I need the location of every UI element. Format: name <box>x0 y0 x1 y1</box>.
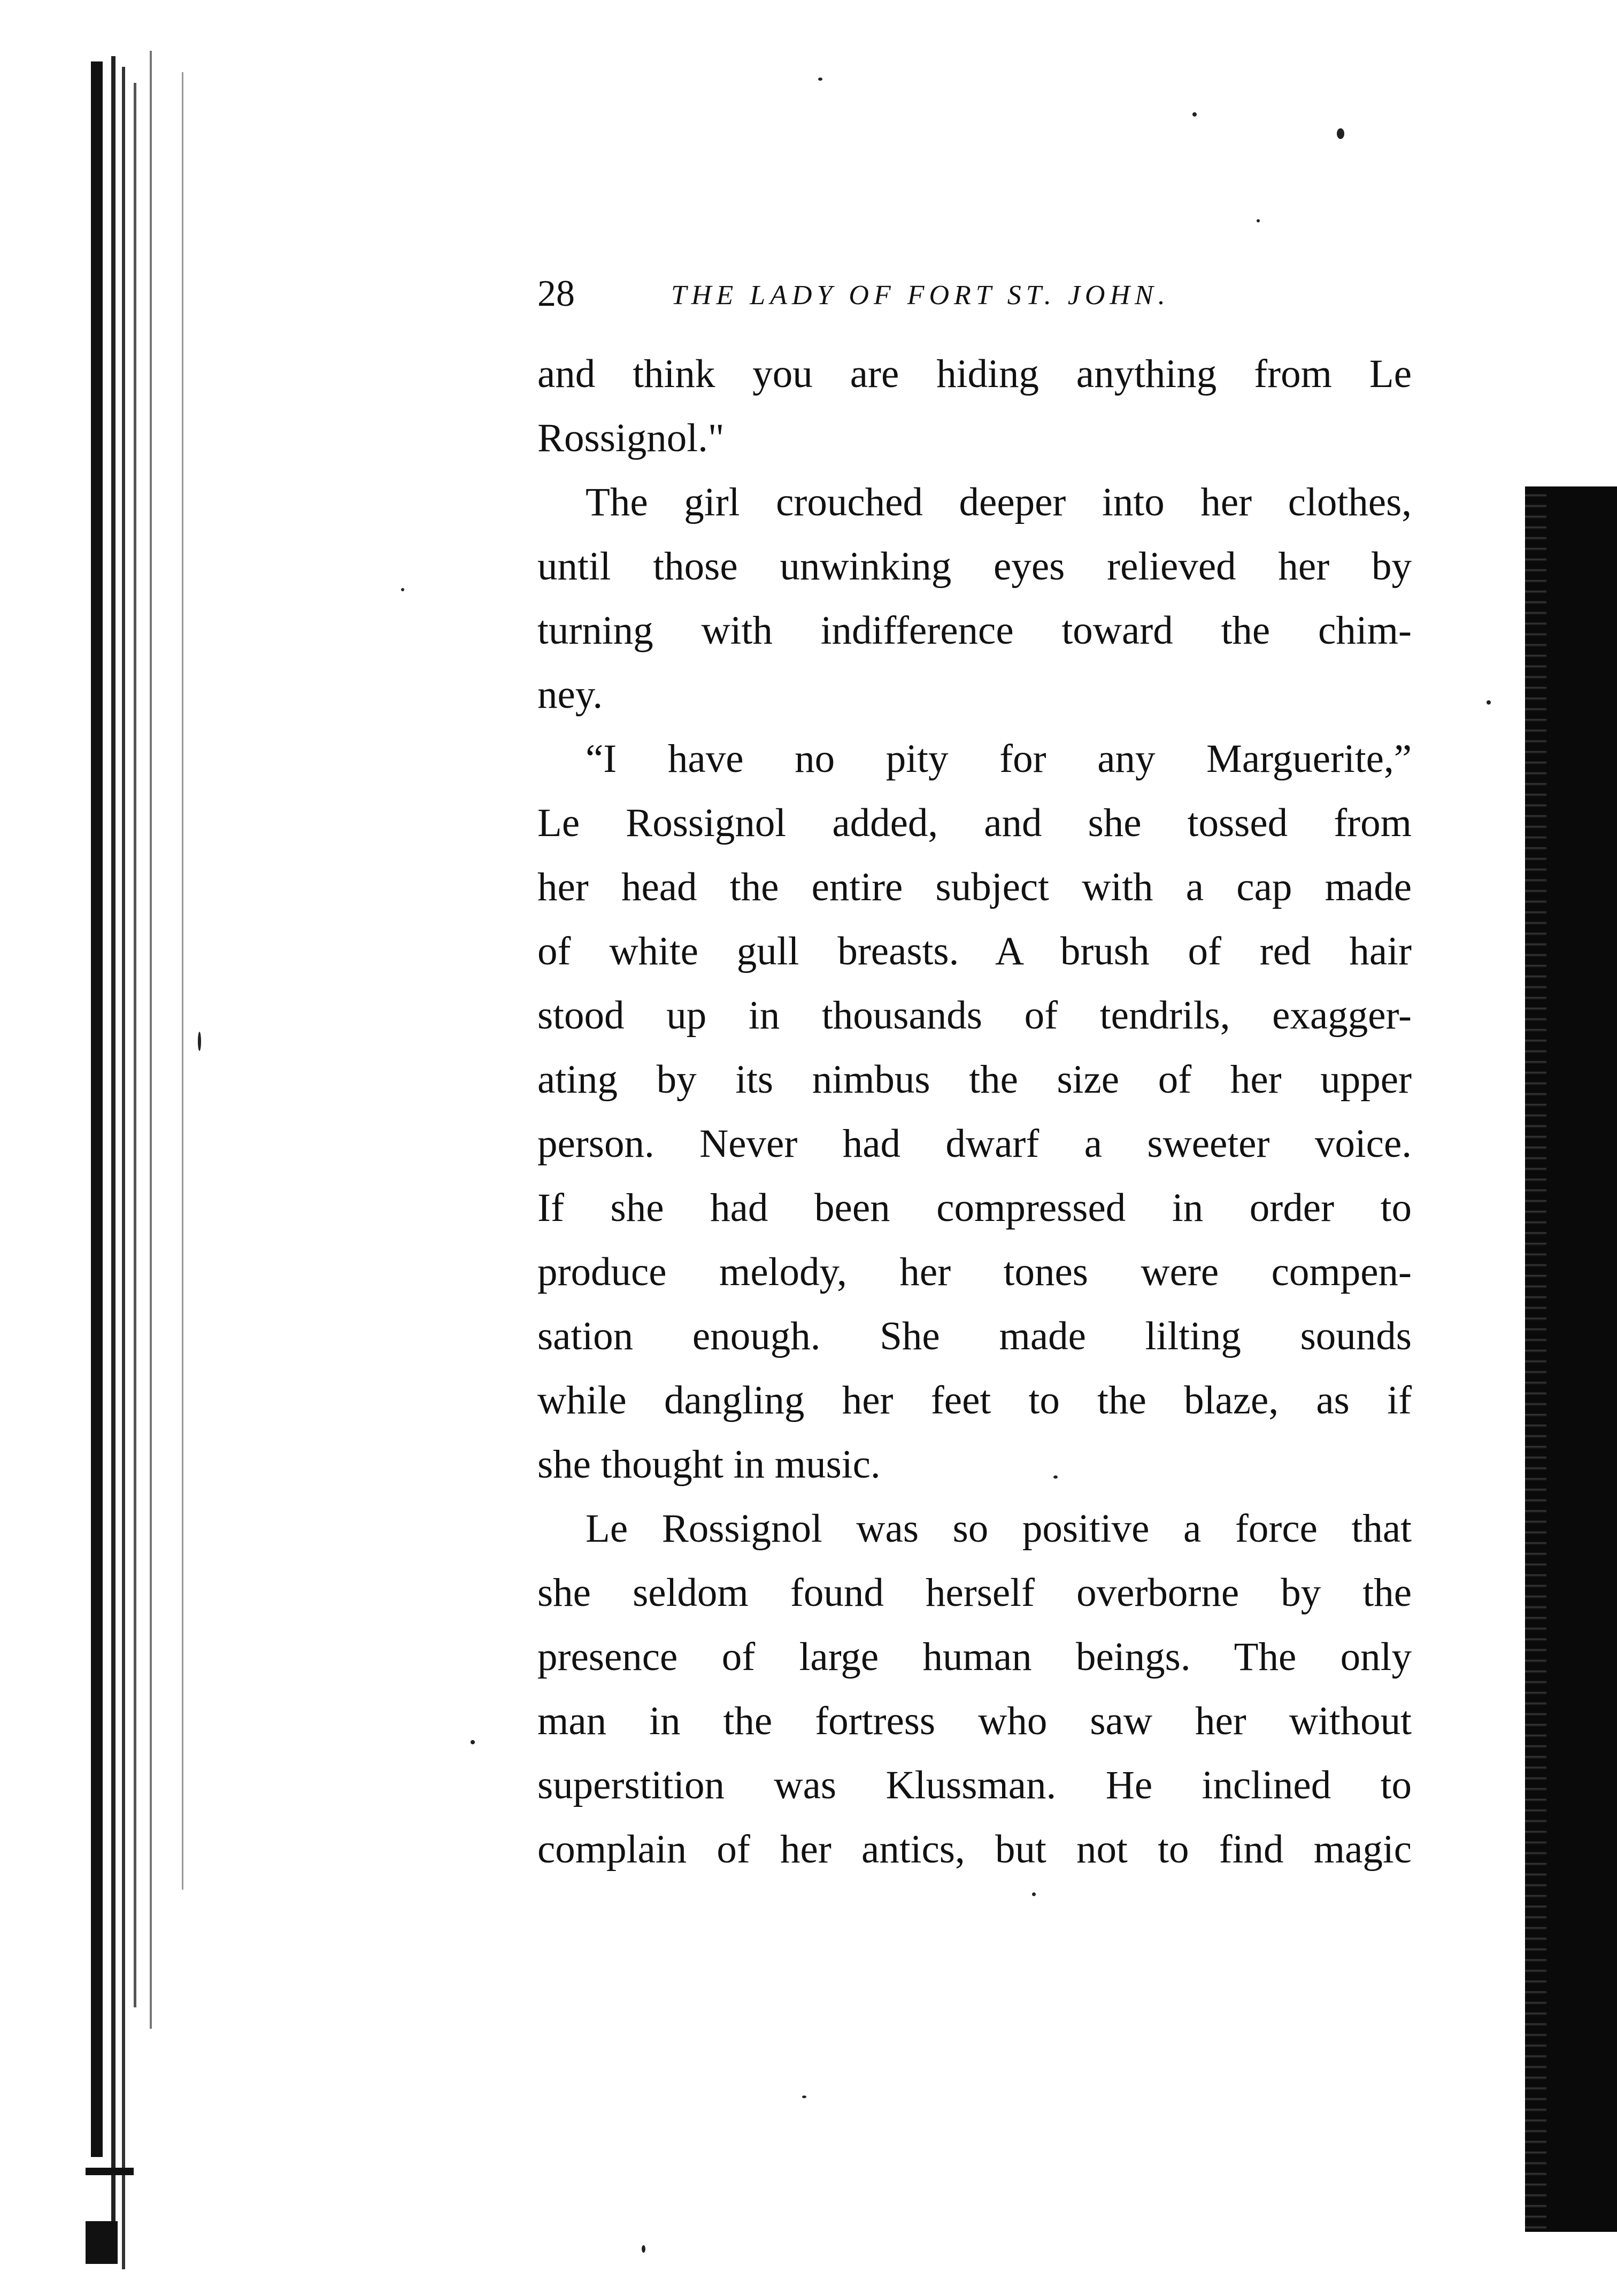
running-title: THE LADY OF FORT ST. JOHN. <box>671 280 1170 311</box>
text-line: Le Rossignol was so positive a force that <box>586 1506 1412 1551</box>
scan-speck <box>1487 700 1491 705</box>
page-block-edge <box>1525 486 1617 2232</box>
binding-shadow <box>150 51 152 2029</box>
text-line: of white gull breasts. A brush of red hair <box>537 929 1412 973</box>
text-line: stood up in thousands of tendrils, exagger- <box>537 993 1412 1038</box>
scan-speck <box>1257 219 1260 222</box>
text-line: ney. <box>537 672 603 717</box>
text-line: superstition was Klussman. He inclined to <box>537 1763 1412 1807</box>
text-line: she seldom found herself overborne by the <box>537 1571 1412 1615</box>
binding-shadow <box>91 61 103 2157</box>
text-line: until those unwinking eyes relieved her by <box>537 544 1412 589</box>
binding-shadow <box>111 56 116 2248</box>
text-line: presence of large human beings. The only <box>537 1635 1412 1679</box>
text-line: sation enough. She made lilting sounds <box>537 1314 1412 1358</box>
text-line: she thought in music. <box>537 1442 881 1487</box>
binding-shadow <box>86 2168 134 2175</box>
scan-speck <box>1053 1475 1058 1479</box>
text-line: Rossignol." <box>537 416 725 460</box>
page-block-fray <box>1525 486 1546 2232</box>
body-text <box>537 342 1412 1882</box>
page-number: 28 <box>537 273 575 314</box>
scan-speck <box>1337 128 1344 139</box>
binding-shadow <box>86 2221 118 2264</box>
binding-shadow <box>122 67 125 2269</box>
binding-edge <box>86 51 209 2280</box>
running-head <box>537 273 1409 315</box>
text-line: Le Rossignol added, and she tossed from <box>537 801 1412 845</box>
scan-speck <box>1192 112 1197 117</box>
text-line: complain of her antics, but not to find magic <box>537 1827 1412 1872</box>
text-line: “I have no pity for any Marguerite,” <box>586 737 1412 781</box>
text-line: ating by its nimbus the size of her upper <box>537 1057 1412 1102</box>
text-line: produce melody, her tones were compen- <box>537 1250 1412 1294</box>
text-line: If she had been compressed in order to <box>537 1186 1412 1230</box>
text-line: person. Never had dwarf a sweeter voice. <box>537 1122 1412 1166</box>
text-line: The girl crouched deeper into her clothes, <box>586 480 1412 524</box>
scan-speck <box>471 1740 475 1744</box>
text-line: turning with indifference toward the chim- <box>537 608 1412 653</box>
scan-speck <box>642 2245 645 2253</box>
scan-speck <box>401 588 404 591</box>
binding-shadow <box>182 72 183 1890</box>
scan-speck <box>802 2096 806 2098</box>
scan-speck <box>818 78 822 81</box>
text-line: man in the fortress who saw her without <box>537 1699 1412 1743</box>
text-line: while dangling her feet to the blaze, as if <box>537 1378 1412 1423</box>
scan-speck <box>198 1032 201 1051</box>
binding-shadow <box>134 83 136 2007</box>
text-line: and think you are hiding anything from Le <box>537 352 1412 396</box>
text-line: her head the entire subject with a cap made <box>537 865 1412 909</box>
scan-speck <box>1032 1892 1036 1896</box>
